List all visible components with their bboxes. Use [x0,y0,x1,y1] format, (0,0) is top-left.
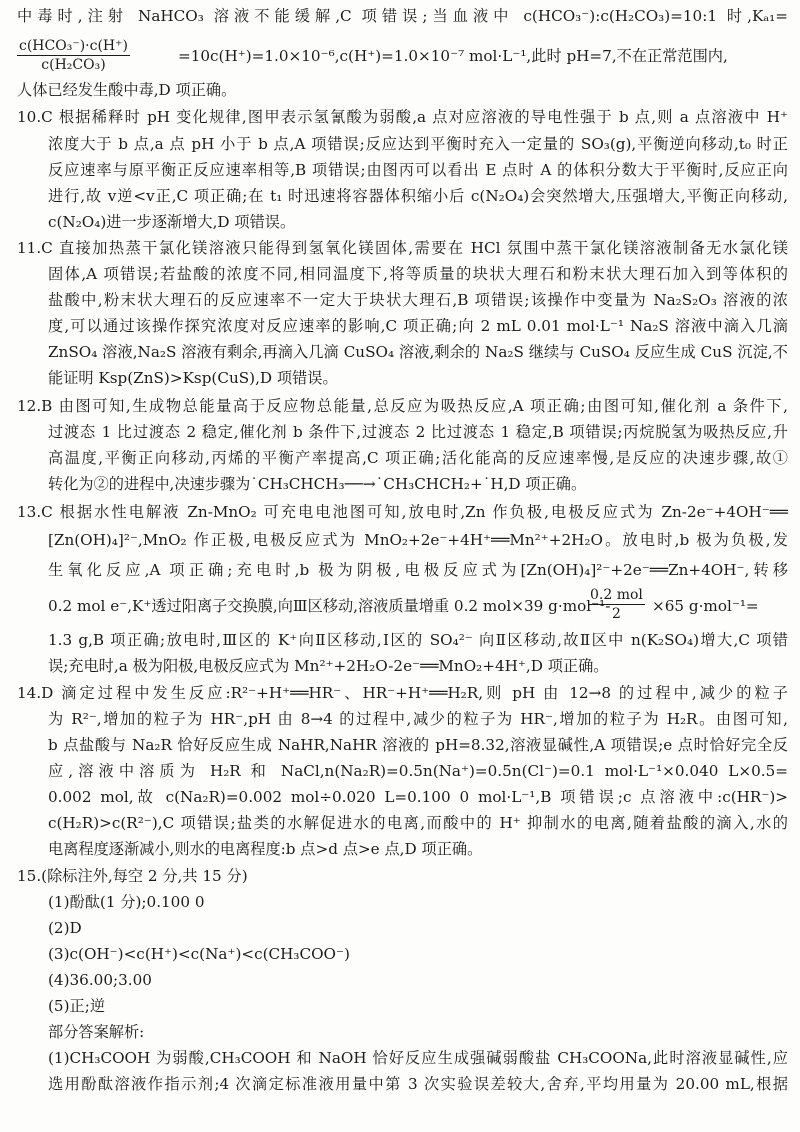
text-line: 生氧化反应,A 项正确;充电时,b 极为阴极,电极反应式为[Zn(OH)₄]²⁻+2e⁻══Zn+4OH⁻,转移 [48,561,788,579]
text-line: c(H₂R)>c(R²⁻),C 项错误;盐类的水解促进水的电离,而酸中的 H⁺ 抑制水的电离,随着盐酸的滴入,水的 [48,814,788,832]
text-line: 15.(除标注外,每空 2 分,共 15 分) [17,867,248,885]
text-line: (1)CH₃COOH 为弱酸,CH₃COOH 和 NaOH 恰好反应生成强碱弱酸盐 CH₃COONa,此时溶液显碱性,应 [48,1049,788,1067]
text-line: 10.C 根据稀释时 pH 变化规律,图甲表示氢氰酸为弱酸,a 点对应溶液的导电性强于 b 点,则 a 点溶液中 H⁺ [17,108,788,126]
text-line: 为 R²⁻,增加的粒子为 HR⁻,pH 由 8→4 的过程中,减少的粒子为 HR⁻,增加的粒子为 H₂R。由图可知, [48,710,788,728]
text-line: (1)酚酞(1 分);0.100 0 [48,893,205,911]
text-line: 中毒时,注射 NaHCO₃ 溶液不能缓解,C 项错误;当血液中 c(HCO₃⁻):c(H₂CO₃)=10:1 时,Kₐ₁= [17,7,788,25]
text-line: 度,可以通过该操作探究浓度对反应速率的影响,C 项正确;向 2 mL 0.01 mol·L⁻¹ Na₂S 溶液中滴入几滴 [48,317,788,335]
text-line: 进行,故 v逆<v正,C 项正确;在 t₁ 时迅速将容器体积缩小后 c(N₂O₄)会突然增大,压强增大,平衡正向移动, [48,187,788,205]
fraction-numerator: c(HCO₃⁻)·c(H⁺) [19,38,128,54]
text-line: 盐酸中,粉末状大理石的反应速率不一定大于块状大理石,B 项错误;该操作中变量为 Na₂S₂O₃ 溶液的浓 [48,291,788,309]
text-line: 转化为②的进程中,决速步骤为˙CH₃CHCH₃──→˙CH₃CHCH₂+˙H,D 项正确。 [48,475,587,493]
text-line: ZnSO₄ 溶液,Na₂S 溶液有剩余,再滴入几滴 CuSO₄ 溶液,剩余的 Na₂S 继续与 CuSO₄ 反应生成 CuS 沉淀,不 [48,343,788,361]
zn-mass-fraction [588,586,645,623]
fraction-numerator: 0.2 mol [590,587,643,603]
text-line: 固体,A 项错误;若盐酸的浓度不同,相同温度下,将等质量的块状大理石和粉末状大理石加入到等体积的 [48,265,788,283]
text-line: 选用酚酞溶液作指示剂;4 次滴定标准液用量中第 3 次实验误差较大,舍弃,平均用量为 20.00 mL,根据 [48,1075,788,1093]
text-line: c(N₂O₄)进一步逐渐增大,D 项错误。 [48,213,296,231]
text-line: 14.D 滴定过程中发生反应:R²⁻+H⁺══HR⁻、HR⁻+H⁺══H₂R,则 pH 由 12→8 的过程中,减少的粒子 [17,684,788,702]
text-line: 误;充电时,a 极为阳极,电极反应式为 Mn²⁺+2H₂O-2e⁻══MnO₂+4H⁺,D 项正确。 [48,657,609,675]
text-line: 人体已经发生酸中毒,D 项正确。 [17,81,237,99]
text-line: 1.3 g,B 项正确;放电时,Ⅲ区的 K⁺向Ⅱ区移动,Ⅰ区的 SO₄²⁻ 向Ⅱ区移动,故Ⅱ区中 n(K₂SO₄)增大,C 项错 [48,631,788,649]
text-line: (2)D [48,919,82,937]
text-line: ×65 g·mol⁻¹= [652,597,759,615]
text-line: 能证明 Ksp(ZnS)>Ksp(CuS),D 项错误。 [48,369,338,387]
text-line: 0.2 mol e⁻,K⁺透过阳离子交换膜,向Ⅲ区移动,溶液质量增重 0.2 mol×39 g·mol⁻¹- [48,597,611,615]
fraction-denominator: 2 [611,606,621,622]
text-line: =10c(H⁺)=1.0×10⁻⁶,c(H⁺)=1.0×10⁻⁷ mol·L⁻¹,此时 pH=7,不在正常范围内, [178,47,728,65]
text-line: 电离程度逐渐减小,则水的电离程度:b 点>d 点>e 点,D 项正确。 [48,840,483,858]
text-line: (5)正;逆 [48,997,106,1015]
fraction-denominator: c(H₂CO₃) [41,57,106,73]
text-line: (3)c(OH⁻)<c(H⁺)<c(Na⁺)<c(CH₃COO⁻) [48,945,350,963]
text-line: 过渡态 1 比过渡态 2 稳定,催化剂 b 条件下,过渡态 2 比过渡态 1 稳定,B 项错误;丙烷脱氢为吸热反应,升 [48,423,788,441]
text-line: 应,溶液中溶质为 H₂R 和 NaCl,n(Na₂R)=0.5n(Na⁺)=0.5n(Cl⁻)=0.1 mol·L⁻¹×0.040 L×0.5= [48,762,788,780]
text-line: b 点盐酸与 Na₂R 恰好反应生成 NaHR,NaHR 溶液的 pH=8.32,溶液显碱性,A 项错误;e 点时恰好完全反 [48,736,788,754]
text-line: 11.C 直接加热蒸干氯化镁溶液只能得到氢氧化镁固体,需要在 HCl 氛围中蒸干氯化镁溶液制备无水氯化镁 [17,239,788,257]
text-line: 反应速率与原平衡正反应速率相等,B 项错误;由图丙可以看出 E 点时 A 的体积分数大于平衡时,反应正向 [48,161,788,179]
text-line: [Zn(OH)₄]²⁻,MnO₂ 作正极,电极反应式为 MnO₂+2e⁻+4H⁺══Mn²⁺+2H₂O。放电时,b 极为负极,发 [48,531,788,549]
text-line: 13.C 根据水性电解液 Zn-MnO₂ 可充电电池图可知,放电时,Zn 作负极,电极反应式为 Zn-2e⁻+4OH⁻══ [17,503,788,521]
text-line: (4)36.00;3.00 [48,971,152,989]
text-line: 12.B 由图可知,生成物总能量高于反应物总能量,总反应为吸热反应,A 项正确;由图可知,催化剂 a 条件下, [17,397,788,415]
text-line: 高温度,平衡正向移动,丙烯的平衡产率提高,C 项正确;活化能高的反应速率慢,是反应的决速步骤,故① [48,449,788,467]
text-line: 0.002 mol,故 c(Na₂R)=0.002 mol÷0.020 L=0.100 0 mol·L⁻¹,B 项错误;c 点溶液中:c(HR⁻)> [48,788,788,806]
ka1-fraction [17,37,130,74]
text-line: 浓度大于 b 点,a 点 pH 小于 b 点,A 项错误;反应达到平衡时充入一定量的 SO₃(g),平衡逆向移动,t₀ 时正 [48,135,788,153]
text-line: 部分答案解析: [48,1023,145,1041]
